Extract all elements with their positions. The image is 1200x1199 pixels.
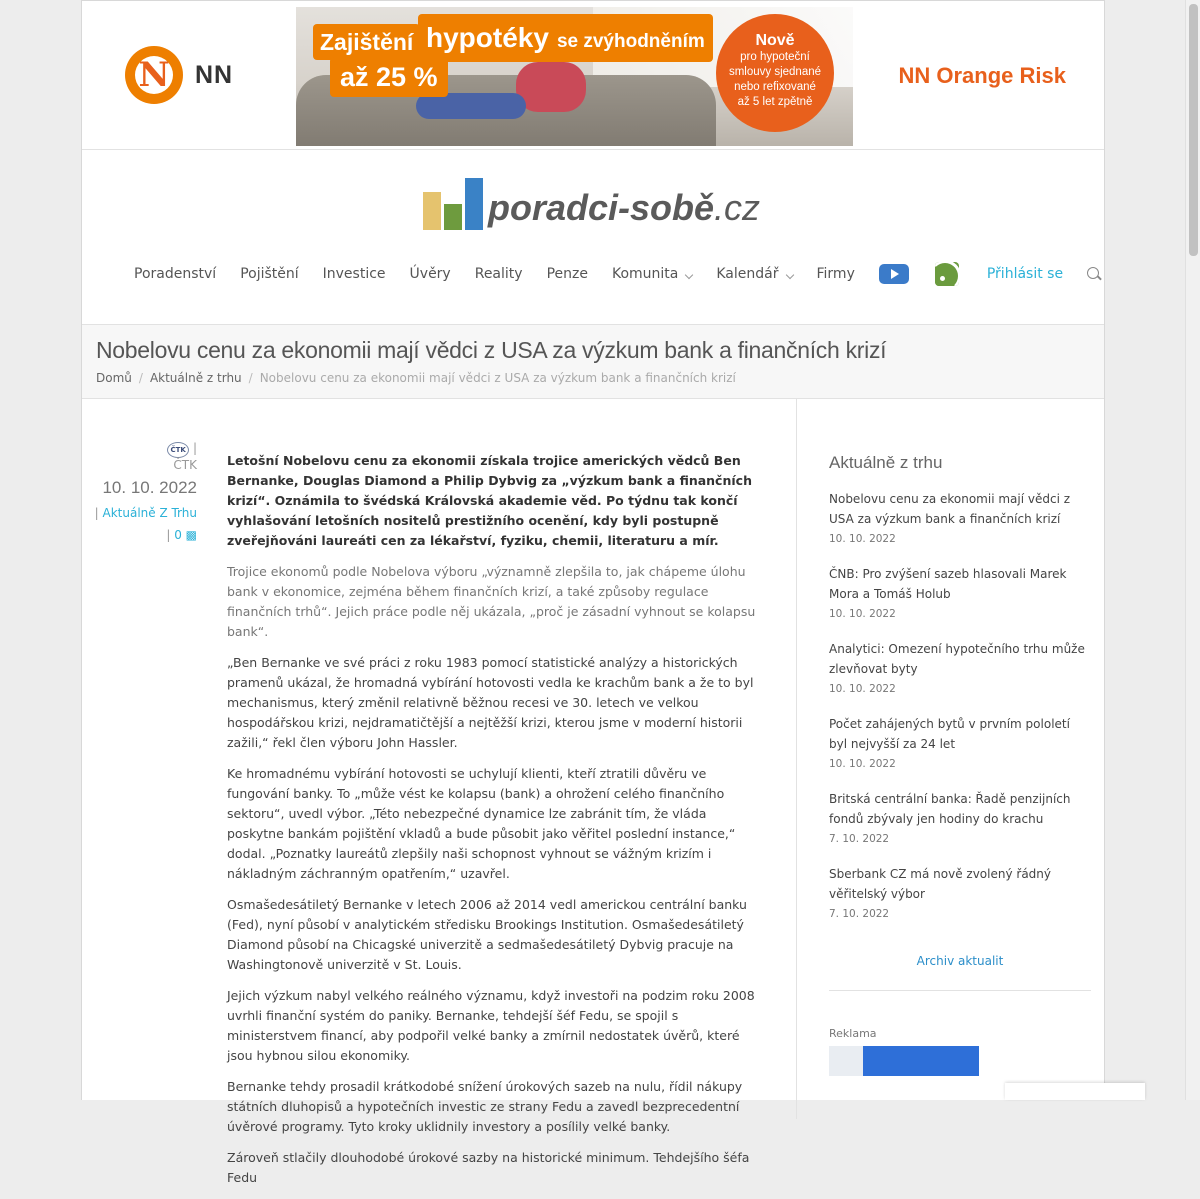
breadcrumb-current: Nobelovu cenu za ekonomii mají vědci z USA za výzkum bank a finančních krizí — [259, 371, 736, 385]
nav-item-reality[interactable]: Reality — [474, 266, 523, 282]
sidebar-news-date: 7. 10. 2022 — [829, 833, 890, 845]
sidebar-title: Aktuálně z trhu — [829, 453, 943, 472]
sidebar-news-date: 10. 10. 2022 — [829, 533, 896, 545]
sidebar-news-date: 10. 10. 2022 — [829, 683, 896, 695]
meta-separator: | — [166, 528, 171, 542]
nn-logo[interactable] — [125, 46, 233, 104]
nav-item-komunita[interactable]: Komunita — [612, 266, 692, 282]
title-area — [82, 325, 1104, 399]
article-paragraph: Jejich výzkum nabyl velkého reálného významu, když investoři na podzim roku 2008 uvrhli finanční systém do paniky. Bernanke, tehdejší šéf Fedu, se spojil s ministerstvem financí, aby podpořil velké banky a zmírnil nedostatek úvěrů, které jsou hybnou silou ekonomiky. — [227, 988, 755, 1063]
banner-line2-main: hypotéky — [426, 22, 549, 53]
content-area — [82, 399, 1104, 1185]
banner-line2-small: se zvýhodněním — [556, 31, 705, 52]
logo-bar-icon — [465, 178, 483, 230]
archive-link[interactable]: Archiv aktualit — [829, 954, 1091, 991]
sidebar-news-link[interactable]: Sberbank CZ má nově zvolený řádný věřitelský výbor — [829, 867, 1051, 901]
site-logo[interactable] — [423, 178, 760, 230]
site-name — [488, 186, 760, 230]
badge-line: až 5 let zpětně — [737, 96, 813, 108]
login-link[interactable]: Přihlásit se — [986, 266, 1064, 282]
list-item — [829, 639, 1091, 695]
badge-line: smlouvy sjednané — [728, 66, 822, 78]
site-header — [82, 150, 1104, 325]
comments-link[interactable]: 0 — [174, 528, 182, 542]
site-name-tld: .cz — [714, 187, 761, 228]
article-paragraph: Ke hromadnému vybírání hotovosti se uchylují klienti, kteří ztratili důvěru ve fungování banky. To „může vést ke kolapsu (bank) a ohrožení celého finančního sektoru“, uvedl výbor. „Této nebezpečné dynamice lze zabránit tím, že vláda poskytne bankám pojištění vkladů a bude působit jako věřitel poslední instance,“ dodal. „Poznatky laureátů zlepšily naši schopnost vyhnout se vážným krizím i nákladným záchranným opatřením,“ uzavřel. — [227, 766, 736, 881]
list-item — [829, 489, 1091, 545]
post-meta — [82, 441, 197, 542]
banner-line1: Zajištění — [313, 24, 420, 60]
rss-icon[interactable] — [935, 262, 959, 286]
site-name-main: poradci-sobě — [488, 187, 715, 228]
banner-line3: až 25 % — [330, 57, 448, 97]
article-body — [227, 451, 765, 1199]
nav-item-firmy[interactable]: Firmy — [816, 266, 855, 282]
nav-item-kalendar[interactable]: Kalendář — [716, 266, 792, 282]
badge-line: pro hypoteční — [740, 51, 810, 63]
meta-source: ČTK — [173, 458, 197, 472]
ctk-logo-icon: ČTK — [167, 442, 189, 458]
sidebar-news-link[interactable]: Nobelovu cenu za ekonomii mají vědci z USA za výzkum bank a finančních krizí — [829, 492, 1071, 526]
list-item — [829, 789, 1091, 845]
sidebar-news-date: 10. 10. 2022 — [829, 608, 896, 620]
youtube-icon[interactable] — [879, 264, 909, 284]
nav-item-poradenstvi[interactable]: Poradenství — [134, 266, 217, 282]
vertical-scrollbar[interactable] — [1185, 0, 1200, 1100]
meta-separator: | — [94, 506, 99, 520]
sidebar-news-link[interactable]: Počet zahájených bytů v prvním pololetí byl nejvyšší za 24 let — [829, 717, 1070, 751]
meta-separator: | — [192, 441, 197, 455]
nav-item-penze[interactable]: Penze — [546, 266, 588, 282]
breadcrumb-separator: / — [248, 371, 253, 385]
banner-line2 — [418, 14, 713, 62]
search-icon[interactable] — [1087, 267, 1101, 281]
floating-widget[interactable] — [1005, 1083, 1145, 1100]
article-paragraph: Bernanke tehdy prosadil krátkodobé snížení úrokových sazeb na nulu, řídil nákupy státních dluhopisů a hypotečních investic ze strany Fedu a zavedl bezprecedentní úvěrové programy. Tyto kroky uklidnily investory a posílily velké banky. — [227, 1079, 743, 1134]
sidebar-news-link[interactable]: Analytici: Omezení hypotečního trhu může zlevňovat byty — [829, 642, 1085, 676]
sidebar-news-link[interactable]: ČNB: Pro zvýšení sazeb hlasovali Marek Mora a Tomáš Holub — [829, 567, 1067, 601]
nav-item-uvery[interactable]: Úvěry — [409, 266, 451, 282]
nn-orange-risk-logo[interactable]: NN Orange Risk — [898, 63, 1066, 88]
main-nav — [134, 262, 1101, 286]
sidebar-news-date: 7. 10. 2022 — [829, 908, 890, 920]
logo-bar-icon — [423, 192, 441, 230]
scrollbar-thumb[interactable] — [1189, 4, 1198, 256]
post-date: 10. 10. 2022 — [102, 478, 197, 497]
sidebar — [829, 453, 1091, 1076]
badge-line: nebo refixované — [734, 81, 816, 93]
page-title: Nobelovu cenu za ekonomii mají vědci z USA za výzkum bank a finančních krizí — [96, 337, 887, 363]
list-item — [829, 564, 1091, 620]
page-container — [81, 0, 1105, 1185]
ad-label: Reklama — [829, 1027, 877, 1040]
article-paragraph: „Ben Bernanke ve své práci z roku 1983 pomocí statistické analýzy a historických pramenů ukázal, že hromadná vybírání hotovosti vedla ke krachům bank a že to byl mechanismus, který změnil relativně běžnou recesi ve 30. letech ve velkou hospodářskou krizi, nejdramatičtější a nejtěžší krizi, kterou jsme v moderní historii zažili,“ řekl člen výboru John Hassler. — [227, 655, 754, 750]
article-paragraph: Trojice ekonomů podle Nobelova výboru „významně zlepšila to, jak chápeme úlohu bank v ekonomice, zejména během finančních krizí, a také způsoby regulace finančních trhů“. Jejich práce podle něj ukázala, „proč je zásadní vyhnout se kolapsu bank“. — [227, 564, 756, 639]
breadcrumb — [96, 371, 1104, 385]
top-banner-bar — [82, 0, 1104, 150]
post-category-link[interactable]: Aktuálně Z Trhu — [102, 506, 197, 520]
nn-logo-text: NN — [195, 60, 234, 89]
breadcrumb-separator: / — [138, 371, 143, 385]
nav-item-investice[interactable]: Investice — [322, 266, 386, 282]
banner-badge — [716, 14, 834, 132]
list-item — [829, 714, 1091, 770]
sidebar-news-date: 10. 10. 2022 — [829, 758, 896, 770]
sidebar-news-link[interactable]: Britská centrální banka: Řadě penzijních fondů zbývaly jen hodiny do krachu — [829, 792, 1071, 826]
sidebar-ad-banner[interactable] — [829, 1046, 1079, 1076]
article-lead: Letošní Nobelovu cenu za ekonomii získala trojice amerických vědců Ben Bernanke, Douglas Diamond a Philip Dybvig za „výzkum bank a finančních krizí“. Oznámila to švédská Královská akademie věd. Po týdnu tak končí vyhlašování letošních nositelů prestižního ocenění, kdy byli postupně zveřejňováni laureáti cen za lékařství, fyziku, chemii, literaturu a mír. — [227, 453, 752, 548]
breadcrumb-home[interactable]: Domů — [96, 371, 132, 385]
list-item — [829, 864, 1091, 920]
article-paragraph: Zároveň stlačily dlouhodobé úrokové sazby na historické minimum. Tehdejšího šéfa Fedu — [227, 1150, 750, 1185]
ad-banner[interactable] — [296, 7, 853, 146]
logo-bar-icon — [444, 204, 462, 230]
article-paragraph: Osmašedesátiletý Bernanke v letech 2006 až 2014 vedl americkou centrální banku (Fed), nyní působí v analytickém středisku Brookings Institution. Osmašedesátiletý Diamond působí na Chicagské univerzitě a sedmašedesátiletý Dybvig pracuje na Washingtonově univerzitě v St. Louis. — [227, 897, 747, 972]
breadcrumb-category[interactable]: Aktuálně z trhu — [149, 371, 242, 385]
comments-icon: ▩ — [185, 528, 197, 542]
nn-lion-icon — [125, 46, 183, 104]
badge-title: Nově — [755, 32, 795, 49]
banner-child-image — [516, 62, 586, 112]
content-divider — [796, 399, 797, 1119]
nav-item-pojisteni[interactable]: Pojištění — [240, 266, 299, 282]
